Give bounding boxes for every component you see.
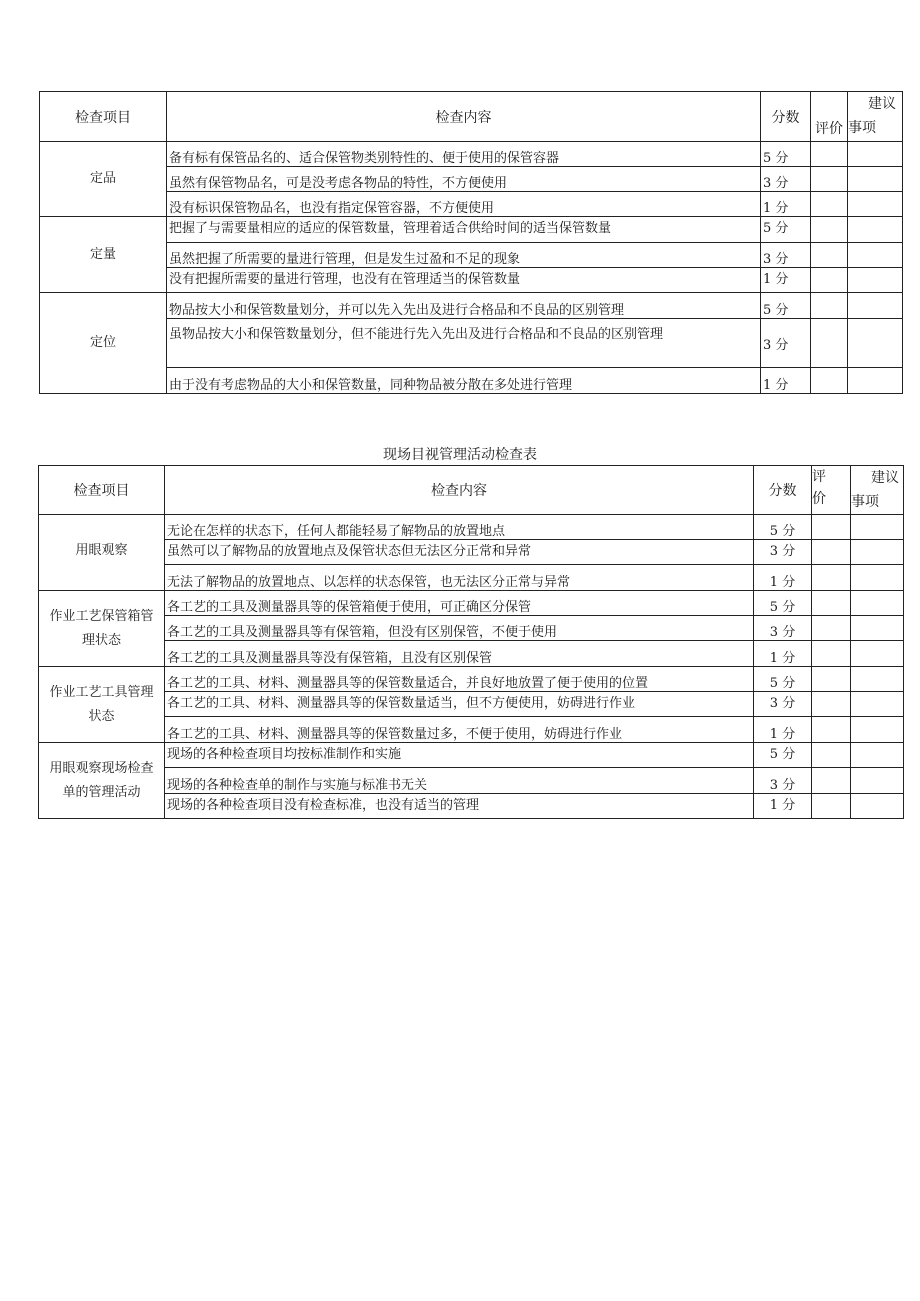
table-row <box>40 217 903 243</box>
row-content: 虽然可以了解物品的放置地点及保管状态但无法区分正常和异常 <box>165 540 754 565</box>
row-content: 无论在怎样的状态下，任何人都能轻易了解物品的放置地点 <box>165 515 754 540</box>
eval-cell[interactable] <box>811 319 848 368</box>
table-row <box>39 540 904 565</box>
suggestion-cell[interactable] <box>848 268 903 293</box>
header-check-item: 检查项目 <box>40 92 167 142</box>
row-content: 没有标识保管物品名，也没有指定保管容器，不方便使用 <box>167 192 761 217</box>
row-score: 3 分 <box>754 540 812 565</box>
table-row <box>39 768 904 794</box>
row-score: 1 分 <box>754 794 812 819</box>
header-score: 分数 <box>761 92 811 142</box>
group-name-line2: 状态 <box>88 708 115 724</box>
row-content: 各工艺的工具、材料、测量器具等的保管数量适当，但不方便使用，妨碍进行作业 <box>165 692 754 717</box>
row-score: 5 分 <box>754 667 812 692</box>
row-score: 5 分 <box>761 293 811 319</box>
table-row <box>39 616 904 641</box>
suggestion-cell[interactable] <box>851 540 904 565</box>
suggestion-cell[interactable] <box>851 616 904 641</box>
group-name-line1: 作业工艺保管箱管 <box>49 608 154 624</box>
group-name <box>39 667 165 743</box>
eval-cell[interactable] <box>812 692 851 717</box>
suggestion-cell[interactable] <box>851 692 904 717</box>
row-content: 由于没有考虑物品的大小和保管数量，同种物品被分散在多处进行管理 <box>167 368 761 394</box>
eval-cell[interactable] <box>812 667 851 692</box>
row-score: 5 分 <box>754 515 812 540</box>
table-row <box>40 192 903 217</box>
row-content: 各工艺的工具及测量器具等的保管箱便于使用，可正确区分保管 <box>165 591 754 616</box>
row-score: 1 分 <box>754 717 812 743</box>
suggestion-cell[interactable] <box>848 368 903 394</box>
eval-cell[interactable] <box>811 268 848 293</box>
row-score: 3 分 <box>754 616 812 641</box>
suggestion-cell[interactable] <box>848 167 903 192</box>
header-check-content: 检查内容 <box>165 466 754 515</box>
row-content: 没有把握所需要的量进行管理，也没有在管理适当的保管数量 <box>167 268 761 293</box>
group-name <box>39 591 165 667</box>
row-score: 5 分 <box>754 591 812 616</box>
header-check-item: 检查项目 <box>39 466 165 515</box>
table-row <box>40 368 903 394</box>
group-name <box>39 515 165 591</box>
eval-cell[interactable] <box>812 591 851 616</box>
row-score: 1 分 <box>754 641 812 667</box>
eval-cell[interactable] <box>811 293 848 319</box>
group-name: 定位 <box>40 293 167 394</box>
row-score: 3 分 <box>761 243 811 268</box>
suggestion-cell[interactable] <box>848 192 903 217</box>
table-row <box>40 319 903 368</box>
eval-cell[interactable] <box>811 142 848 167</box>
table-row <box>39 515 904 540</box>
table-row <box>40 293 903 319</box>
eval-cell[interactable] <box>812 743 851 768</box>
group-name: 定品 <box>40 142 167 217</box>
suggestion-cell[interactable] <box>851 641 904 667</box>
suggestion-cell[interactable] <box>848 319 903 368</box>
table-row <box>40 243 903 268</box>
checklist-title: 现场目视管理活动检查表 <box>383 447 537 463</box>
table-row <box>39 641 904 667</box>
eval-cell[interactable] <box>811 192 848 217</box>
header-evaluation-line1: 评 <box>812 469 826 485</box>
row-score: 3 分 <box>761 319 811 368</box>
header-suggestion-line1: 建议 <box>868 96 896 112</box>
eval-cell[interactable] <box>812 794 851 819</box>
row-content: 各工艺的工具、材料、测量器具等的保管数量过多，不便于使用，妨碍进行作业 <box>165 717 754 743</box>
eval-cell[interactable] <box>812 540 851 565</box>
row-content: 虽然把握了所需要的量进行管理，但是发生过盈和不足的现象 <box>167 243 761 268</box>
table-row <box>40 142 903 167</box>
eval-cell[interactable] <box>812 768 851 794</box>
row-score: 1 分 <box>761 192 811 217</box>
row-content: 无法了解物品的放置地点、以怎样的状态保管，也无法区分正常与异常 <box>165 565 754 591</box>
table-row <box>40 167 903 192</box>
row-score: 1 分 <box>761 368 811 394</box>
header-suggestion-line1: 建议 <box>871 470 899 486</box>
row-content: 各工艺的工具及测量器具等没有保管箱，且没有区别保管 <box>165 641 754 667</box>
table2-header-row <box>39 466 904 515</box>
table1-header-row <box>40 92 903 142</box>
header-evaluation-line2: 价 <box>812 491 826 507</box>
storage-management-checklist-table <box>39 91 903 394</box>
eval-cell[interactable] <box>811 243 848 268</box>
header-check-content: 检查内容 <box>167 92 761 142</box>
table-row <box>40 268 903 293</box>
row-content: 现场的各种检查单的制作与实施与标准书无关 <box>165 768 754 794</box>
suggestion-cell[interactable] <box>851 591 904 616</box>
suggestion-cell[interactable] <box>851 565 904 591</box>
row-content: 现场的各种检查项目均按标准制作和实施 <box>165 743 754 768</box>
eval-cell[interactable] <box>812 641 851 667</box>
row-score: 5 分 <box>754 743 812 768</box>
row-score: 5 分 <box>761 142 811 167</box>
eval-cell[interactable] <box>812 565 851 591</box>
suggestion-cell[interactable] <box>848 142 903 167</box>
row-score: 3 分 <box>761 167 811 192</box>
table-row <box>39 717 904 743</box>
row-score: 1 分 <box>761 268 811 293</box>
row-score: 3 分 <box>754 692 812 717</box>
eval-cell[interactable] <box>812 717 851 743</box>
suggestion-cell[interactable] <box>848 293 903 319</box>
group-name-line1: 作业工艺工具管理 <box>49 684 154 700</box>
suggestion-cell[interactable] <box>851 743 904 768</box>
suggestion-cell[interactable] <box>848 217 903 243</box>
group-name-line2: 单的管理活动 <box>62 784 141 800</box>
group-name: 定量 <box>40 217 167 293</box>
header-evaluation: 评价 <box>811 92 848 142</box>
row-content: 现场的各种检查项目没有检查标准，也没有适当的管理 <box>165 794 754 819</box>
header-suggestion <box>851 466 904 515</box>
row-content: 虽然有保管物品名，可是没考虑各物品的特性，不方便使用 <box>167 167 761 192</box>
table-row <box>39 794 904 819</box>
eval-cell[interactable] <box>811 368 848 394</box>
suggestion-cell[interactable] <box>851 768 904 794</box>
header-score: 分数 <box>754 466 812 515</box>
header-suggestion <box>848 92 903 142</box>
header-evaluation <box>812 466 851 515</box>
row-content: 各工艺的工具、材料、测量器具等的保管数量适合，并良好地放置了便于使用的位置 <box>165 667 754 692</box>
row-score: 3 分 <box>754 768 812 794</box>
row-content: 物品按大小和保管数量划分，并可以先入先出及进行合格品和不良品的区别管理 <box>167 293 761 319</box>
row-content: 各工艺的工具及测量器具等有保管箱，但没有区别保管，不便于使用 <box>165 616 754 641</box>
table-row <box>39 667 904 692</box>
row-score: 1 分 <box>754 565 812 591</box>
group-name <box>39 743 165 819</box>
row-content: 备有标有保管品名的、适合保管物类别特性的、便于使用的保管容器 <box>167 142 761 167</box>
table-row <box>39 565 904 591</box>
row-content: 把握了与需要量相应的适应的保管数量，管理着适合供给时间的适当保管数量 <box>167 217 761 243</box>
visual-management-checklist-table <box>38 465 904 819</box>
group-name-line2: 理状态 <box>81 632 121 648</box>
table-row <box>39 591 904 616</box>
table-row <box>39 743 904 768</box>
suggestion-cell[interactable] <box>851 667 904 692</box>
eval-cell[interactable] <box>812 616 851 641</box>
table-row <box>39 692 904 717</box>
suggestion-cell[interactable] <box>851 717 904 743</box>
group-name-line1: 用眼观察现场检查 <box>49 760 154 776</box>
suggestion-cell[interactable] <box>851 794 904 819</box>
group-name-line1: 用眼观察 <box>75 543 128 558</box>
header-suggestion-line2: 事项 <box>851 494 879 510</box>
suggestion-cell[interactable] <box>851 515 904 540</box>
eval-cell[interactable] <box>812 515 851 540</box>
header-suggestion-line2: 事项 <box>848 120 876 136</box>
suggestion-cell[interactable] <box>848 243 903 268</box>
eval-cell[interactable] <box>811 167 848 192</box>
row-content: 虽物品按大小和保管数量划分，但不能进行先入先出及进行合格品和不良品的区别管理 <box>167 319 761 368</box>
row-score: 5 分 <box>761 217 811 243</box>
eval-cell[interactable] <box>811 217 848 243</box>
